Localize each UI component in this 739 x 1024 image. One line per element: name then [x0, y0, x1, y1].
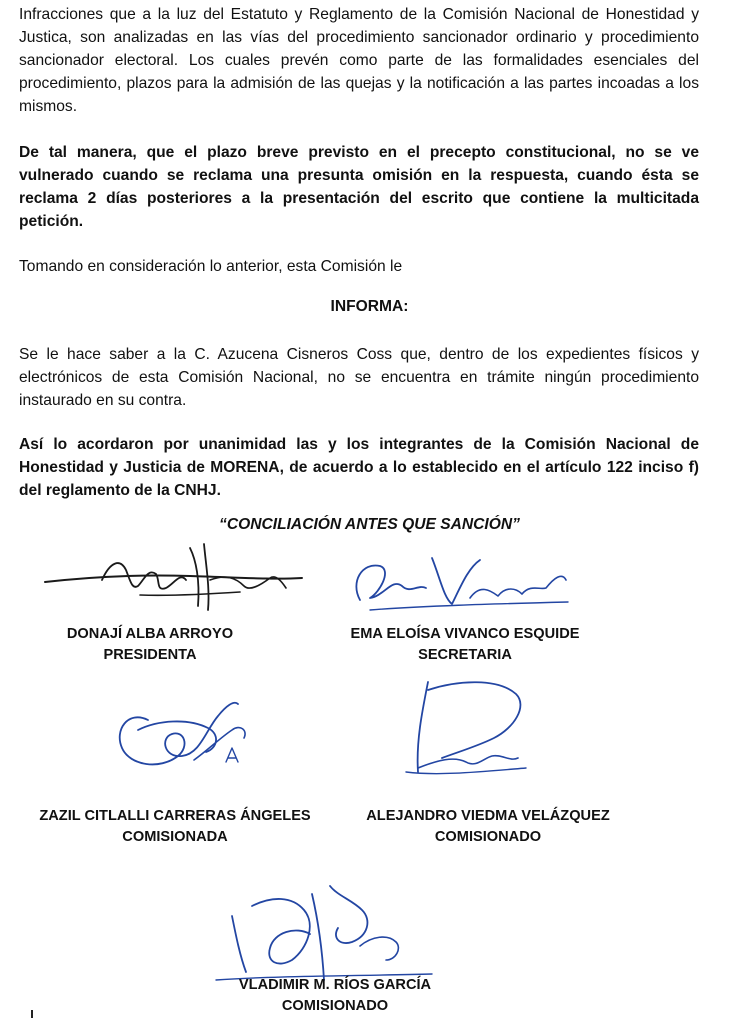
signer-name: DONAJÍ ALBA ARROYO — [66, 626, 234, 642]
signature-alejandro — [398, 672, 538, 792]
signer-name: EMA ELOÍSA VIVANCO ESQUIDE — [350, 626, 580, 642]
signer-block-3 — [20, 806, 330, 848]
signature-zazil — [108, 690, 268, 785]
motto: “CONCILIACIÓN ANTES QUE SANCIÓN” — [219, 516, 520, 533]
paragraph-plazo-breve: De tal manera, que el plazo breve previsto en el precepto constitucional, no se ve vulnerado cuando se reclama una presunta omisión en la respuesta, cuando ésta se reclama 2 días posteriores a la presentación del escrito que contiene la multicitada petición. — [19, 144, 699, 230]
signer-role: COMISIONADO — [281, 998, 389, 1014]
signature-ema — [340, 548, 580, 618]
paragraph-acuerdo: Así lo acordaron por unanimidad las y los integrantes de la Comisión Nacional de Honestidad y Justicia de MORENA, de acuerdo a lo establecido en el artículo 122 inciso f) del reglamento de la CNHJ. — [19, 436, 699, 499]
signer-name: ZAZIL CITLALLI CARRERAS ÁNGELES — [39, 808, 311, 824]
signer-name: VLADIMIR M. RÍOS GARCÍA — [238, 977, 432, 993]
signer-name: ALEJANDRO VIEDMA VELÁZQUEZ — [366, 808, 610, 824]
signer-block-1 — [30, 624, 270, 666]
signature-donaji — [40, 540, 310, 615]
paragraph-se-le-hace-saber: Se le hace saber a la C. Azucena Cisneros Coss que, dentro de los expedientes físicos y electrónicos de esta Comisión Nacional, no se encuentra en trámite ningún procedimiento instaurado en su contra. — [19, 346, 699, 409]
paragraph-infracciones: Infracciones que a la luz del Estatuto y Reglamento de la Comisión Nacional de Honestidad y Justica, son analizadas en las vías del procedimiento sancionador ordinario y procedimiento sancionador electoral. Los cuales prevén como parte de las formalidades esenciales del procedimiento, plazos para la admisión de las quejas y la notificación a las partes incoadas a los mismos. — [19, 6, 699, 115]
signature-vladimir — [212, 876, 442, 988]
informa-heading: INFORMA: — [330, 298, 409, 315]
signer-role: SECRETARIA — [418, 647, 512, 663]
signer-role: COMISIONADA — [122, 829, 228, 845]
page-mark — [31, 1010, 33, 1018]
signer-role: PRESIDENTA — [103, 647, 197, 663]
signer-block-5 — [185, 975, 485, 1017]
signer-block-4 — [338, 806, 638, 848]
signer-role: COMISIONADO — [434, 829, 542, 845]
signer-block-2 — [330, 624, 600, 666]
paragraph-consideracion: Tomando en consideración lo anterior, esta Comisión le — [19, 258, 403, 275]
